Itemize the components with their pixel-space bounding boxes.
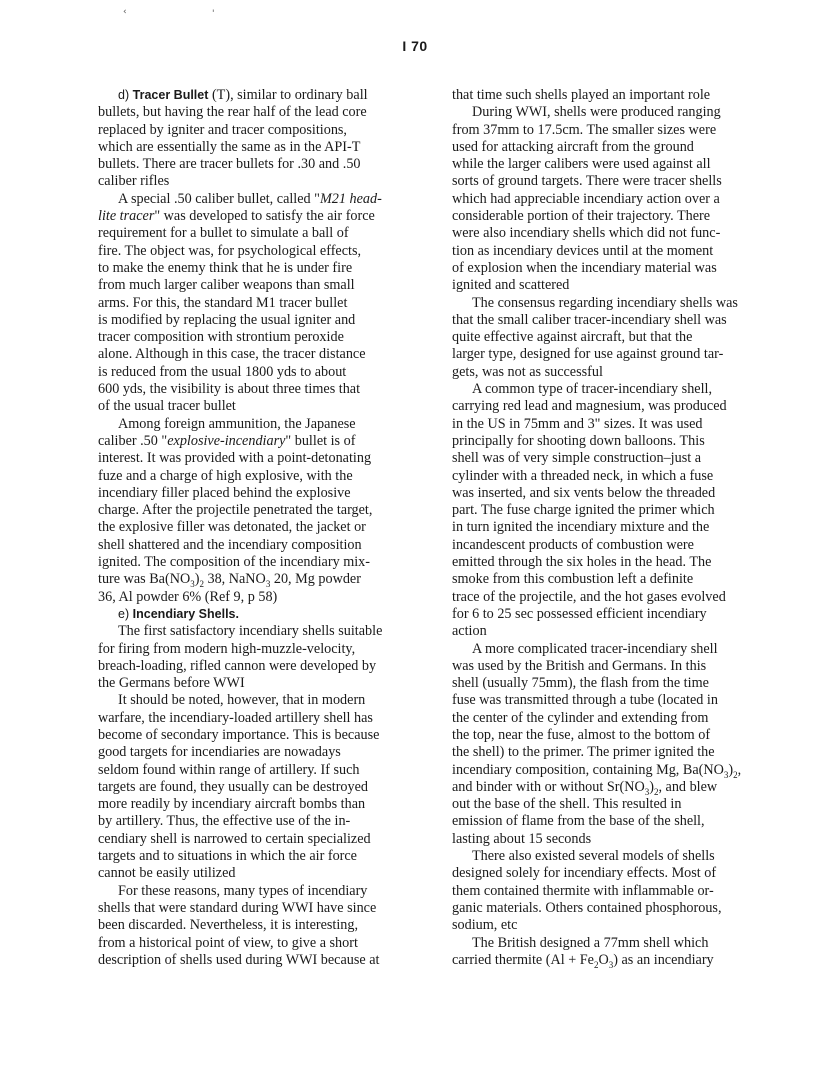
left-column-line: cendiary shell is narrowed to certain specialized xyxy=(98,830,371,847)
left-column-line: arms. For this, the standard M1 tracer bullet xyxy=(98,294,348,311)
right-column-line: considerable portion of their trajectory. There xyxy=(452,208,711,225)
right-column-line: that the small caliber tracer-incendiary shell was xyxy=(452,311,727,328)
right-column-line: and binder with or without $Sr(NO_3)_2$, and blew xyxy=(452,778,718,797)
right-column-line: the center of the cylinder and extending from xyxy=(452,709,709,726)
left-column-line: lite tracer" was developed to satisfy the air force xyxy=(98,208,375,225)
right-column-line: that time such shells played an important role xyxy=(452,87,711,103)
right-column-line: A common type of tracer-incendiary shell, xyxy=(472,381,713,398)
right-column-line: emission of flame from the base of the shell, xyxy=(452,813,705,830)
right-column-line: action xyxy=(452,623,487,640)
left-column-line: fuze and a charge of high explosive, with the xyxy=(98,467,353,484)
left-column-line: shells that were standard during WWI have since xyxy=(98,899,377,916)
right-column-line: quite effective against aircraft, but that the xyxy=(452,329,693,346)
right-column-line: were also incendiary shells which did not func- xyxy=(452,225,721,242)
left-column-line: fire. The object was, for psychological effects, xyxy=(98,242,362,259)
right-column-line: principally for shooting down balloons. This xyxy=(452,432,705,449)
left-column-line: of the usual tracer bullet xyxy=(98,398,236,415)
left-column-line: is reduced from the usual 1800 yds to about xyxy=(98,363,347,380)
left-column-line: more readily by incendiary aircraft bombs than xyxy=(98,796,366,813)
page-number: I 70 xyxy=(402,38,428,54)
right-column-line: part. The fuse charge ignited the primer which xyxy=(452,502,715,519)
right-column-line: carrying red lead and magnesium, was produced xyxy=(452,398,727,415)
right-column-line: in turn ignited the incendiary mixture and the xyxy=(452,519,710,536)
left-column-line: interest. It was provided with a point-detonating xyxy=(98,450,372,467)
left-column xyxy=(98,87,423,969)
right-column-line: the top, near the fuse, almost to the bottom of xyxy=(452,726,711,743)
left-column-line: cannot be easily utilized xyxy=(98,865,236,882)
right-column-line: out the base of the shell. This resulted in xyxy=(452,796,682,813)
left-column-line: The first satisfactory incendiary shells suitable xyxy=(118,623,383,640)
right-column-line: cylinder with a threaded neck, in which a fuse xyxy=(452,467,714,484)
right-column-line: ganic materials. Others contained phosphorous, xyxy=(452,899,722,916)
right-column-line: The consensus regarding incendiary shells was xyxy=(472,294,738,311)
right-column-line: used for attacking aircraft from the ground xyxy=(452,138,694,155)
scan-mark: ' xyxy=(212,9,215,19)
left-column-line: tracer composition with strontium peroxide xyxy=(98,329,344,346)
left-column-line: good targets for incendiaries are nowadays xyxy=(98,744,341,761)
right-column-line: them contained thermite with inflammable or- xyxy=(452,882,714,899)
left-column-line: charge. After the projectile penetrated the target, xyxy=(98,502,373,519)
left-column-line: become of secondary importance. This is because xyxy=(98,726,380,743)
right-column-line: the shell) to the primer. The primer ignited the xyxy=(452,744,715,761)
right-column-line: was inserted, and six vents below the threaded xyxy=(452,484,716,501)
right-column-line: larger type, designed for use against ground tar- xyxy=(452,346,724,363)
left-column-line: ture was $Ba(NO_3)_2$ 38, NaNO$_3$ 20, Mg powder xyxy=(98,571,361,589)
left-column-line: ignited. The composition of the incendiary mix- xyxy=(98,554,371,571)
right-column-line: shell was of very simple construction–just a xyxy=(452,450,702,467)
left-column-line: description of shells used during WWI because at xyxy=(98,951,380,968)
right-column-line: which had appreciable incendiary action over a xyxy=(452,190,720,207)
right-column-line: tion as incendiary devices until at the moment xyxy=(452,242,714,259)
left-column-line: requirement for a bullet to simulate a ball of xyxy=(98,225,349,242)
left-column-line: caliber rifles xyxy=(98,173,170,190)
right-column-line: lasting about 15 seconds xyxy=(452,830,592,847)
left-column-line: by artillery. Thus, the effective use of the in- xyxy=(98,813,351,830)
left-column-line: A special .50 caliber bullet, called "M21 head- xyxy=(118,190,382,207)
right-column-line: carried thermite $(Al + Fe_2O_3)$ as an incendiary xyxy=(452,951,714,970)
left-column-line: For these reasons, many types of incendiary xyxy=(118,882,368,899)
right-column-line: emitted through the six holes in the head. The xyxy=(452,554,712,571)
right-column-line: There also existed several models of shells xyxy=(472,848,715,865)
left-column-line: Among foreign ammunition, the Japanese xyxy=(118,415,356,432)
left-column-line: alone. Although in this case, the tracer distance xyxy=(98,346,366,363)
right-column-line: designed solely for incendiary effects. Most of xyxy=(452,865,717,882)
left-column-line: for firing from modern high-muzzle-velocity, xyxy=(98,640,356,657)
left-column-line: replaced by igniter and tracer compositions, xyxy=(98,121,347,138)
left-column-line: breach-loading, rifled cannon were developed by xyxy=(98,657,377,674)
right-column-line: from 37mm to 17.5cm. The smaller sizes were xyxy=(452,121,717,138)
left-column-line: 600 yds, the visibility is about three times that xyxy=(98,381,361,398)
right-column-line: in the US in 75mm and 3" sizes. It was used xyxy=(452,415,703,432)
right-column-line: smoke from this combustion left a definite xyxy=(452,571,694,588)
right-column-line: for 6 to 25 sec possessed efficient incendiary xyxy=(452,605,707,622)
left-column-line: It should be noted, however, that in modern xyxy=(118,692,366,709)
right-column-line: During WWI, shells were produced ranging xyxy=(472,104,721,121)
right-column-line: The British designed a 77mm shell which xyxy=(472,934,709,951)
left-column-line: from a historical point of view, to give a short xyxy=(98,934,358,951)
left-column-line: warfare, the incendiary-loaded artillery shell has xyxy=(98,709,373,726)
right-column-line: fuse was transmitted through a tube (located in xyxy=(452,692,718,709)
right-column-line: sodium, etc xyxy=(452,917,518,934)
left-column-line: bullets, but having the rear half of the lead core xyxy=(98,104,367,121)
right-column-line: incandescent products of combustion were xyxy=(452,536,694,553)
left-column-line: from much larger caliber weapons than small xyxy=(98,277,355,294)
right-column-line: ignited and scattered xyxy=(452,277,570,294)
right-column-line: sorts of ground targets. There were tracer shells xyxy=(452,173,722,190)
left-column-line: the Germans before WWI xyxy=(98,675,245,692)
left-column-line: which are essentially the same as in the API-T xyxy=(98,138,361,155)
left-column-line: targets are found, they usually can be destroyed xyxy=(98,778,368,795)
right-column-line: gets, was not as successful xyxy=(452,363,603,380)
scan-mark: ‹ xyxy=(123,7,127,17)
right-column xyxy=(452,87,757,969)
left-column-line: the explosive filler was detonated, the jacket or xyxy=(98,519,366,536)
right-column-line: was used by the British and Germans. In this xyxy=(452,657,707,674)
right-column-line: shell (usually 75mm), the flash from the time xyxy=(452,675,709,692)
right-column-line: incendiary composition, containing Mg, $Ba(NO_3)_2$, xyxy=(452,761,742,779)
left-column-line: 36, Al powder 6% (Ref 9, p 58) xyxy=(98,588,278,605)
left-column-line: bullets. There are tracer bullets for .30 and .50 xyxy=(98,156,361,173)
right-column-line: A more complicated tracer-incendiary shell xyxy=(472,640,718,657)
left-column-line: to make the enemy think that he is under fire xyxy=(98,259,353,276)
left-column-line: e) Incendiary Shells. xyxy=(118,606,239,621)
left-column-line: been discarded. Nevertheless, it is interesting, xyxy=(98,917,359,934)
left-column-line: is modified by replacing the usual igniter and xyxy=(98,311,356,328)
right-column-line: trace of the projectile, and the hot gases evolved xyxy=(452,588,726,605)
left-column-line: targets and to situations in which the air force xyxy=(98,848,357,865)
left-column-line: incendiary filler placed behind the explosive xyxy=(98,484,351,501)
left-column-line: seldom found within range of artillery. If such xyxy=(98,761,360,778)
left-column-line: caliber .50 "explosive-incendiary" bullet is of xyxy=(98,432,356,449)
left-column-line: d) Tracer Bullet (T), similar to ordinary ball xyxy=(118,87,368,103)
left-column-line: shell shattered and the incendiary composition xyxy=(98,536,362,553)
right-column-line: of explosion when the incendiary material was xyxy=(452,259,717,276)
right-column-line: while the larger calibers were used against all xyxy=(452,156,711,173)
